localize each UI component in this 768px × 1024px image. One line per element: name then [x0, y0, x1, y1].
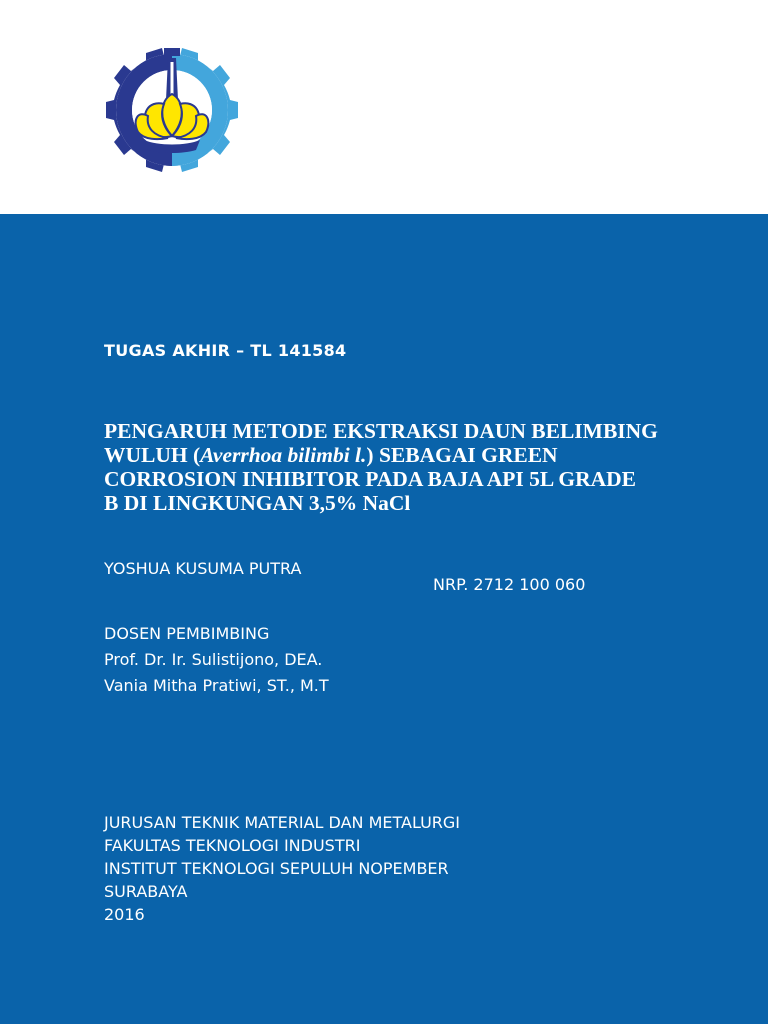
- supervisor-1: Prof. Dr. Ir. Sulistijono, DEA.: [104, 650, 323, 669]
- title-line-2: [104, 443, 704, 467]
- title-line-2-end: ) SEBAGAI GREEN: [366, 443, 558, 467]
- report-type: TUGAS AKHIR – TL 141584: [104, 341, 347, 360]
- header-band: [0, 0, 768, 214]
- supervisor-2: Vania Mitha Pratiwi, ST., M.T: [104, 676, 329, 695]
- title-line-4: B DI LINGKUNGAN 3,5% NaCl: [104, 491, 411, 515]
- thesis-title: [104, 419, 704, 515]
- its-emblem-icon: [102, 40, 242, 180]
- title-line-3: CORROSION INHIBITOR PADA BAJA API 5L GRADE: [104, 467, 637, 491]
- year: 2016: [104, 905, 145, 924]
- author-nrp: NRP. 2712 100 060: [433, 575, 586, 594]
- supervisor-heading: DOSEN PEMBIMBING: [104, 624, 270, 643]
- species-name: Averrhoa bilimbi l.: [200, 443, 367, 467]
- university: INSTITUT TEKNOLOGI SEPULUH NOPEMBER: [104, 859, 449, 878]
- cover-panel: [0, 214, 768, 1024]
- author-name: YOSHUA KUSUMA PUTRA: [104, 559, 302, 578]
- title-line-1: PENGARUH METODE EKSTRAKSI DAUN BELIMBING: [104, 419, 658, 443]
- department: JURUSAN TEKNIK MATERIAL DAN METALURGI: [104, 813, 461, 832]
- faculty: FAKULTAS TEKNOLOGI INDUSTRI: [104, 836, 361, 855]
- city: SURABAYA: [104, 882, 188, 901]
- title-line-2-start: WULUH (: [104, 443, 201, 467]
